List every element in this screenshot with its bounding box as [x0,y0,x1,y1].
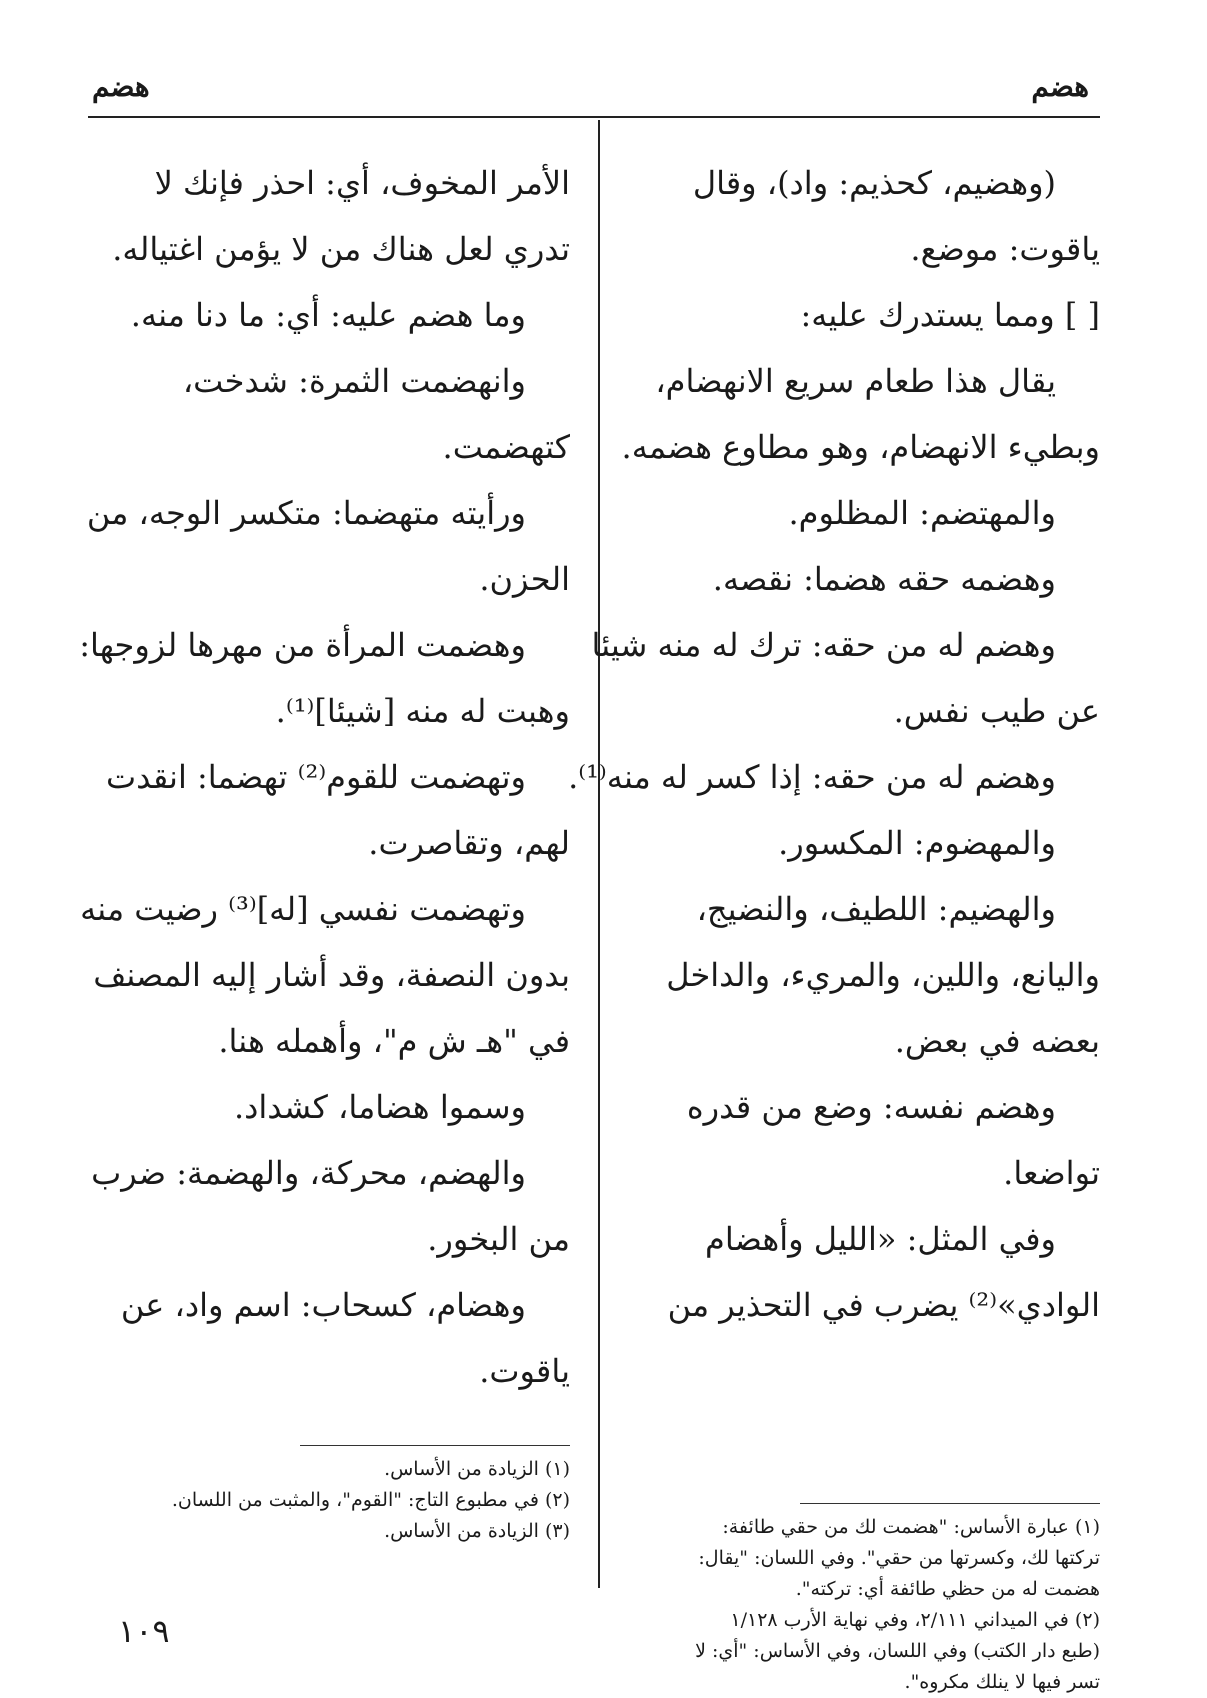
text-line: وهضمه حقه هضما: نقصه. [712,560,1056,598]
text-line: من البخور. [427,1220,570,1258]
footnotes-left [88,1454,570,1547]
footnote-line: تسر فيها لا ينلك مكروه". [904,1671,1100,1693]
text-line: وفي المثل: «الليل وأهضام [705,1220,1056,1258]
text-line: وهضمت المرأة من مهرها لزوجها: [79,626,526,664]
text-line: ورأيته متهضما: متكسر الوجه، من [86,494,526,532]
running-header-left: هضم [92,70,150,103]
text-line: تواضعا. [1003,1154,1100,1192]
text-line: وتهضمت نفسي [له]⁽³⁾ رضيت منه [80,890,526,928]
text-line: الحزن. [479,560,570,598]
footnote-rule-left [300,1445,570,1446]
column-divider [598,120,600,1588]
text-line: لهم، وتقاصرت. [368,824,570,862]
footnote-line: هضمت له من حظي طائفة أي: تركته". [795,1578,1100,1600]
text-line: الأمر المخوف، أي: احذر فإنك لا [154,164,570,202]
text-line: ياقوت: موضع. [910,230,1100,268]
footnote-line: (٢) في الميداني ٢/١١١، وفي نهاية الأرب ١/١٢٨ [730,1609,1100,1631]
text-line: في "هـ ش م"، وأهمله هنا. [218,1022,570,1060]
running-header-right: هضم [1031,70,1089,103]
text-line: وهضم له من حقه: ترك له منه شيئا [591,626,1056,664]
text-line: تدري لعل هناك من لا يؤمن اغتياله. [112,230,570,268]
text-line: وهضم له من حقه: إذا كسر له منه⁽¹⁾. [568,758,1056,796]
text-line: والهضيم: اللطيف، والنضيج، [696,890,1056,928]
text-line: [ ] ومما يستدرك عليه: [800,296,1100,334]
text-line: عن طيب نفس. [893,692,1100,730]
text-line: وسموا هضاما، كشداد. [233,1088,526,1126]
header-rule [88,116,1100,118]
text-line: يقال هذا طعام سريع الانهضام، [655,362,1056,400]
text-line: كتهضمت. [442,428,570,466]
footnote-line: (١) عبارة الأساس: "هضمت لك من حقي طائفة: [722,1516,1100,1538]
text-line: وهضم نفسه: وضع من قدره [686,1088,1056,1126]
text-line: بعضه في بعض. [894,1022,1100,1060]
text-line: وبطيء الانهضام، وهو مطاوع هضمه. [621,428,1100,466]
footnote-line: (٢) في مطبوع التاج: "القوم"، والمثبت من اللسان. [171,1489,570,1511]
text-line: (وهضيم، كحذيم: واد)، وقال [692,164,1056,202]
footnote-line: (٣) الزيادة من الأساس. [384,1520,570,1542]
text-line: والهضم، محركة، والهضمة: ضرب [91,1154,526,1192]
text-line: الوادي»⁽²⁾ يضرب في التحذير من [667,1286,1100,1324]
left-column [79,150,570,1404]
right-column [568,150,1100,1338]
text-line: وهبت له منه [شيئا]⁽¹⁾. [275,692,570,730]
page-number: ١٠٩ [118,1612,170,1650]
text-line: وانهضمت الثمرة: شدخت، [182,362,526,400]
footnote-line: (١) الزيادة من الأساس. [384,1458,570,1480]
text-line: والمهتضم: المظلوم. [788,494,1056,532]
footnote-line: (طبع دار الكتب) وفي اللسان، وفي الأساس: "أي: لا [695,1640,1100,1662]
text-line: واليانع، واللين، والمريء، والداخل [666,956,1100,994]
text-line: وهضام، كسحاب: اسم واد، عن [120,1286,526,1324]
text-line: وتهضمت للقوم⁽²⁾ تهضما: انقدت [105,758,526,796]
text-line: وما هضم عليه: أي: ما دنا منه. [130,296,526,334]
text-line: ياقوت. [479,1352,570,1390]
text-line: والمهضوم: المكسور. [778,824,1056,862]
footnote-rule-right [800,1503,1100,1504]
text-line: بدون النصفة، وقد أشار إليه المصنف [93,956,570,994]
footnotes-right [628,1512,1100,1698]
footnote-line: تركتها لك، وكسرتها من حقي". وفي اللسان: "يقال: [698,1547,1100,1569]
